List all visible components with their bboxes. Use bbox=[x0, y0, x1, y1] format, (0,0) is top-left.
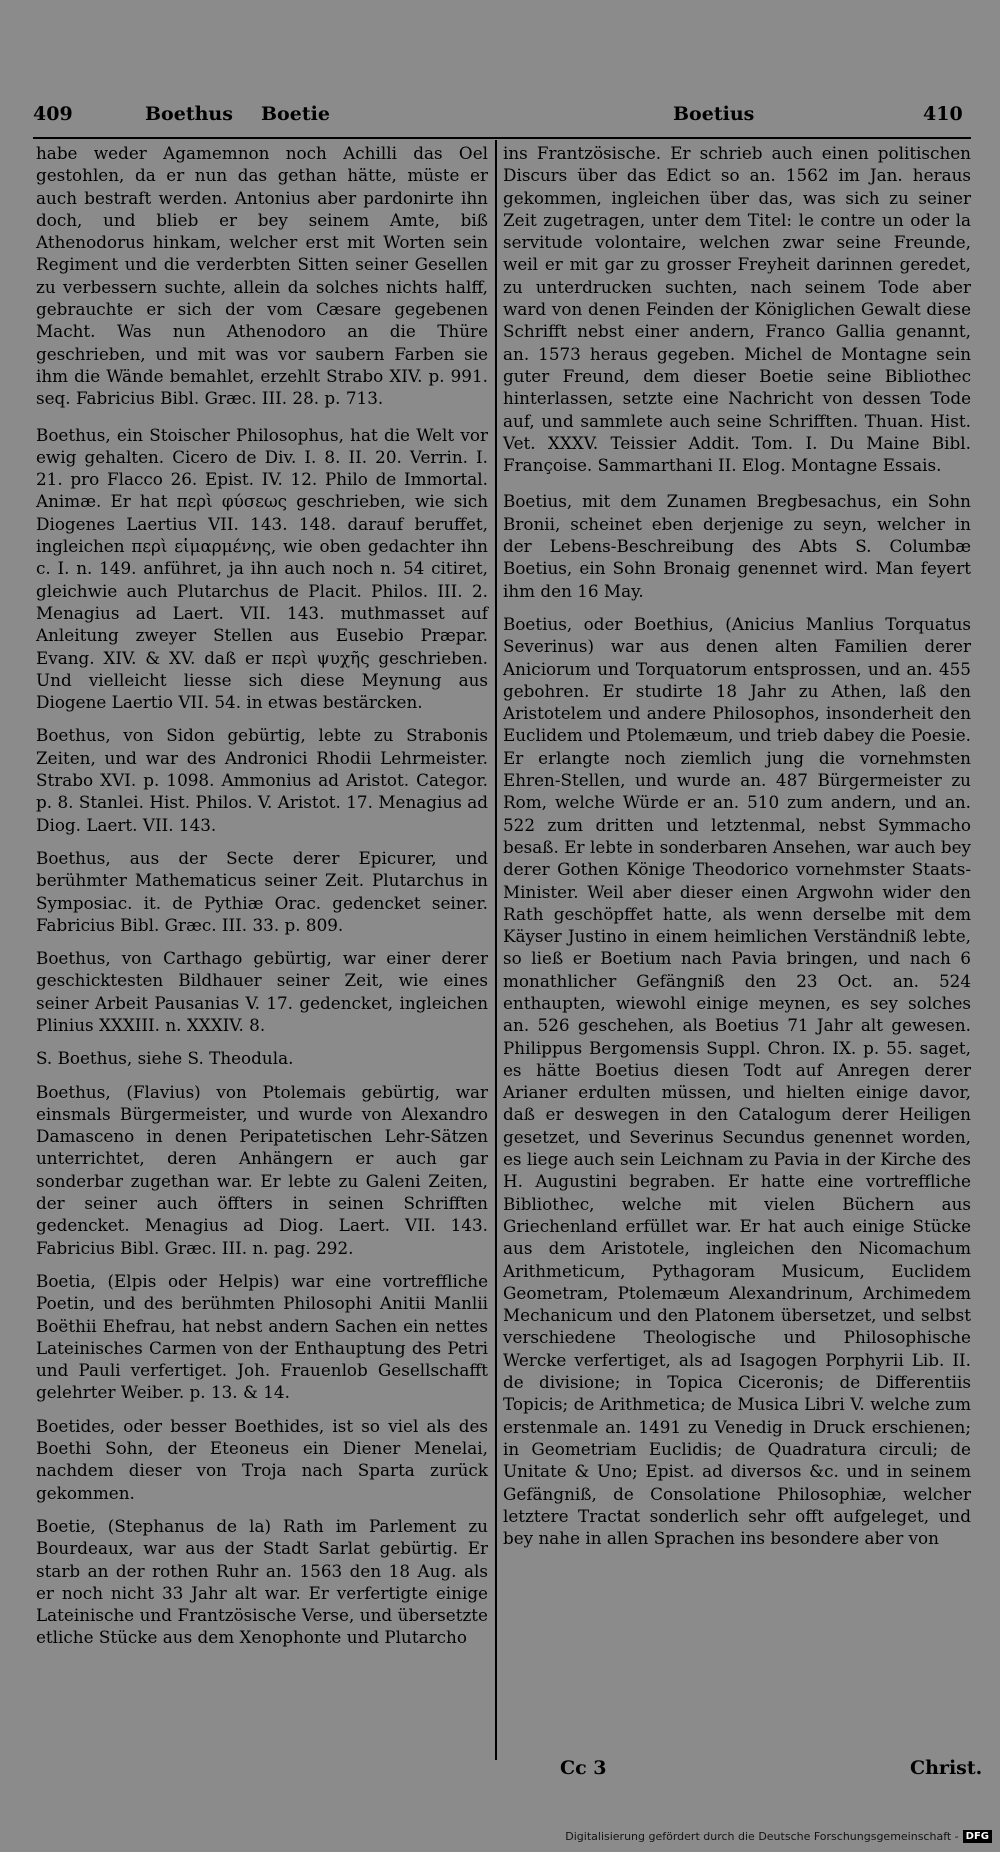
right-column bbox=[503, 142, 971, 1560]
entry-boethus-carthago: Boethus, von Carthago gebürtig, war einer derer geschicktesten Bildhauer seiner Zeit, wie eines seiner Arbeit Pausanias V. 17. gedencket, ingleichen Plinius XXXIII. n. XXXIV. 8. bbox=[36, 948, 488, 1035]
entry-boetia: Boetia, (Elpis oder Helpis) war eine vortreffliche Poetin, und des berühmten Philosophi Anitii Manlii Boëthii Ehefrau, hat nebst andern Sachen ein nettes Lateinisches Carmen von der Enthauptung des Petri und Pauli verfertiget. Joh. Frauenlob Gesellschafft gelehrter Weiber. p. 13. & 14. bbox=[36, 1270, 488, 1403]
entry-boethus-sidon: Boethus, von Sidon gebürtig, lebte zu Strabonis Zeiten, und war des Andronici Rhodii Lehrmeister. Strabo XVI. p. 1098. Ammonius ad Aristot. Categor. p. 8. Stanlei. Hist. Philos. V. Aristot. 17. Menagius ad Diog. Laert. VII. 143. bbox=[36, 725, 488, 835]
column-divider bbox=[495, 140, 497, 1760]
dfg-logo: DFG bbox=[963, 1830, 992, 1843]
header-word-left-2: Boetie bbox=[261, 103, 330, 125]
entry-s-boethus: S. Boethus, siehe S. Theodula. bbox=[36, 1048, 294, 1069]
catchline bbox=[560, 1757, 983, 1787]
entry-boetius-anicius: Boetius, oder Boethius, (Anicius Manlius Torquatus Severinus) war aus denen alten Familien derer Aniciorum und Torquatorum entsprossen, und an. 455 gebohren. Er studirte 18 Jahr zu Athen, laß den Aristotelem und andere Philosophos, insonderheit den Euclidem und Ptolemæum, und trieb dabey die Poesie. Er erlangte noch ziemlich jung die vornehmsten Ehren-Stellen, und wurde an. 487 Bürgermeister zu Rom, welche Würde er an. 510 zum andern, und an. 522 zum dritten und letztenmal, nebst Symmacho besaß. Er lebte in sonderbaren Ansehen, war auch bey derer Gothen Könige Theodorico vornehmster Staats-Minister. Weil aber dieser einen Argwohn wider den Rath geschöpffet hatte, als wenn derselbe mit dem Käyser Justino in einem heimlichen Verständniß lebte, so ließ er Boetium nach Pavia bringen, und nach 6 monathlicher Gefängniß den 23 Oct. an. 524 enthaupten, wiewohl einige meynen, es sey solches an. 526 geschehen, als Boetius 71 Jahr alt gewesen. Philippus Bergomensis Suppl. Chron. IX. p. 55. saget, es hätte Boetius diesen Todt auf Anregen derer Arianer erdulten müssen, und hielten einige davor, daß er deswegen in den Catalogum derer Heiligen gesetzet, und Severinus Secundus genennet worden, es liege auch sein Leichnam zu Pavia in der Kirche des H. Augustini begraben. Er hatte eine vortreffliche Bibliothec, welche mit vielen Büchern aus Griechenland erfüllet war. Er hat auch einige Stücke aus dem Aristotele, ingleichen den Nicomachum Arithmeticum, Pythagoram Musicum, Euclidem Geometram, Ptolemæum Alexandrinum, Archimedem Mechanicum und den Platonem übersetzet, und selbst verschiedene Theologische und Philosophische Wercke verfertiget, als ad Isagogen Porphyrii Lib. II. de divisione; in Topica Ciceronis; de Differentiis Topicis; de Arithmetica; de Musica Libri V. welche zum erstenmale an. 1491 zu Venedig in Druck erschienen; in Geometriam Euclidis; de Quadratura circuli; de Unitate & Uno; Epist. ad diversos &c. und in seinem Gefängniß, de Consolatione Philosophiæ, welcher letztere Tractat sonderlich sehr offt aufgeleget, und bey nahe in allen Sprachen ins besondere aber von bbox=[503, 613, 971, 1549]
entry-continuation: habe weder Agamemnon noch Achilli das Oel gestohlen, da er nun das gethan hätte, müste er auch bestraft werden. Antonius aber pardonirte ihn doch, und blieb er bey seinem Amte, biß Athenodorus hinkam, welcher erst mit Worten sein Regiment und die verderbten Sitten seiner Gesellen zu verbessern suchte, allein da solches nichts halff, gebrauchte er sich der vom Cæsare gegebenen Macht. Was nun Athenodoro an die Thüre geschrieben, und mit was vor saubern Farben sie ihm die Wände bemahlet, erzehlt Strabo XIV. p. 991. seq. Fabricius Bibl. Græc. III. 28. p. 713. bbox=[36, 143, 488, 409]
entry-boetius-bregbesachus: Boetius, mit dem Zunamen Bregbesachus, ein Sohn Bronii, scheinet eben derjenige zu seyn, welcher in der Lebens-Beschreibung des Abts S. Columbæ Boetius, ein Sohn Bronaig genennet wird. Man feyert ihm den 16 May. bbox=[503, 491, 971, 601]
digitization-footer bbox=[565, 1830, 992, 1843]
entry-boethus-flavius: Boethus, (Flavius) von Ptolemais gebürtig, war einsmals Bürgermeister, und wurde von Alexandro Damasceno in denen Peripatetischen Lehr-Sätzen unterrichtet, deren Anhängern er auch gar sonderbar zugethan war. Er lebte zu Galeni Zeiten, der seiner auch öffters in seinen Schrifften gedencket. Menagius ad Diog. Laert. VII. 143. Fabricius Bibl. Græc. III. n. pag. 292. bbox=[36, 1081, 488, 1258]
page-number-left: 409 bbox=[33, 103, 73, 125]
catchword: Christ. bbox=[910, 1757, 983, 1779]
left-column bbox=[36, 142, 488, 1660]
header-word-left-1: Boethus bbox=[145, 103, 233, 125]
entry-boethus-epicurean: Boethus, aus der Secte derer Epicurer, und berühmter Mathematicus seiner Zeit. Plutarchus in Symposiac. it. de Pythiæ Orac. gedencket seiner. Fabricius Bibl. Græc. III. 33. p. 809. bbox=[36, 847, 488, 935]
signature-mark: Cc 3 bbox=[560, 1757, 607, 1779]
entry-boetides: Boetides, oder besser Boethides, ist so viel als des Boethi Sohn, der Eteoneus ein Diener Menelai, nachdem dieser von Troja nach Sparta zurück gekommen. bbox=[36, 1415, 488, 1503]
page-number-right: 410 bbox=[923, 103, 963, 125]
entry-boetie-continuation: ins Frantzösische. Er schrieb auch einen politischen Discurs über das Edict so an. 1562 im Jan. heraus gekommen, ingleichen über das, was sich zu seiner Zeit zugetragen, unter dem Titel: le contre un oder la servitude volontaire, welchen zwar seine Freunde, weil er mit gar zu grosser Freyheit darinnen geredet, zu unterdrucken suchten, nach seinem Tode aber ward von denen Feinden der Königlichen Gewalt diese Schrifft nebst einer andern, Franco Gallia genannt, an. 1573 heraus gegeben. Michel de Montagne sein guter Freund, dem dieser Boetie seine Bibliothec hinterlassen, setzte eine Nachricht von dessen Tode auf, und sammlete auch seine Schrifften. Thuan. Hist. Vet. XXXV. Teissier Addit. Tom. I. Du Maine Bibl. Françoise. Sammarthani II. Elog. Montagne Essais. bbox=[503, 143, 971, 476]
entry-boetie: Boetie, (Stephanus de la) Rath im Parlement zu Bourdeaux, war aus der Stadt Sarlat gebürtig. Er starb an der rothen Ruhr an. 1563 den 18 Aug. als er noch nicht 33 Jahr alt war. Er verfertigte einige Lateinische und Frantzösische Verse, und übersetzte etliche Stücke aus dem Xenophonte und Plutarcho bbox=[36, 1515, 488, 1648]
running-header bbox=[33, 103, 971, 135]
entry-boethus-stoic: Boethus, ein Stoischer Philosophus, hat die Welt vor ewig gehalten. Cicero de Div. I. 8. II. 20. Verrin. I. 21. pro Flacco 26. Epist. IV. 12. Philo de Immortal. Animæ. Er hat περὶ φύσεως geschrieben, wie sich Diogenes Laertius VII. 143. 148. darauf beruffet, ingleichen περὶ εἱμαρμένης, wie oben gedachter ihn c. I. n. 149. anführet, ja ihn auch noch n. 54 citiret, gleichwie auch Plutarchus de Placit. Philos. III. 2. Menagius ad Laert. VII. 143. muthmasset auf Anleitung zweyer Stellen aus Eusebio Præpar. Evang. XIV. & XV. daß er περὶ ψυχῆς geschrieben. Und vielleicht liesse sich diese Meynung aus Diogene Laertio VII. 54. in etwas bestärcken. bbox=[36, 424, 488, 713]
header-word-right: Boetius bbox=[673, 103, 755, 125]
footer-text: Digitalisierung gefördert durch die Deutsche Forschungsgemeinschaft - bbox=[565, 1830, 959, 1843]
header-rule bbox=[33, 137, 971, 139]
